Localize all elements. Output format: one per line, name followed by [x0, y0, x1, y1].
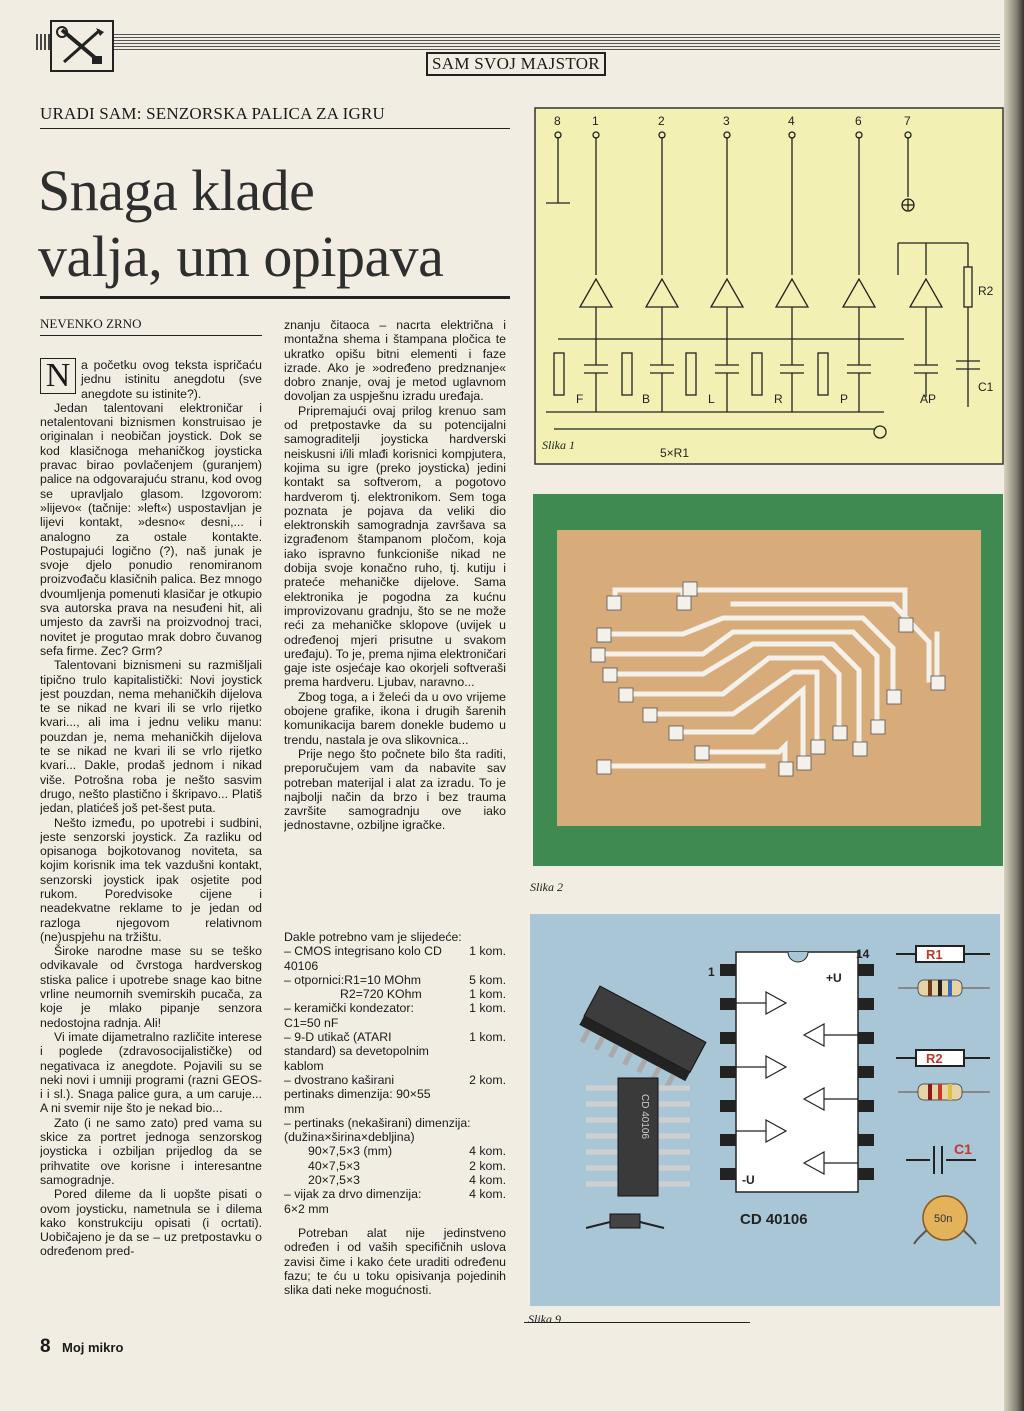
fig1-r2-label: R2 — [978, 284, 994, 298]
fig1-label: F — [576, 392, 584, 406]
paragraph: N a početku ovog teksta ispričaću jednu istinitu anegdotu (sve anegdote su istinite?). — [40, 358, 262, 401]
magazine-name: Moj mikro — [62, 1340, 124, 1355]
vminus-label: -U — [742, 1173, 755, 1187]
header-rail-left — [36, 34, 50, 50]
headline-line-2: valja, um opipava — [38, 224, 444, 289]
fig1-c1-label: C1 — [978, 380, 994, 394]
paragraph: Zato (i ne samo zato) pred vama su skice za portret jednoga senzorskog joysticka i ozbiljan prijedlog da se prihvatite ove korisne i interesantne samogradnje. — [40, 1115, 262, 1187]
paragraph: Potreban alat nije jedinstveno određen i od vaših specifičnih uslova zavisi čime i kako ćete uraditi određenu fazu; te ću u toku opisivanja pojedinih slika dati neke mogućnosti. — [284, 1225, 506, 1298]
fig1-label: AP — [920, 392, 937, 406]
header-rail — [112, 34, 1000, 50]
author-byline: NEVENKO ZRNO — [40, 316, 262, 336]
headline — [38, 158, 518, 290]
headline-line-1: Snaga klade — [38, 158, 315, 223]
fig1-pin-label: 2 — [658, 114, 665, 128]
fig1-label: L — [708, 392, 715, 406]
parts-item: – dvostrano kaširani pertinaks dimenzija: 90×55 mm 2 kom. — [284, 1072, 506, 1116]
page-edge-shadow — [1004, 0, 1024, 1411]
parts-item: – otpornici:R1=10 MOhm 5 kom. — [284, 972, 506, 987]
parts-item: – vijak za drvo dimenzija: 6×2 mm 4 kom. — [284, 1187, 506, 1216]
ceramic-capacitor-icon — [914, 1196, 976, 1244]
chip-print: CD 40106 — [639, 1094, 650, 1140]
fig1-label: R — [774, 392, 783, 406]
figure-2-pcb — [533, 494, 1003, 866]
fig1-pin-label: 4 — [788, 114, 795, 128]
fig1-label: P — [840, 392, 849, 406]
paragraph: Zbog toga, a i želeći da u ovo vrijeme obojene grafike, ikona i drugih šarenih komunikacija barem donekle budemo u trendu, nastala je ova slikovnica... — [284, 689, 506, 747]
fig1-pin-label: 8 — [554, 114, 561, 128]
fig1-pin-label: 3 — [723, 114, 730, 128]
pin14-label: 14 — [856, 947, 870, 961]
fig1-pin-label: 6 — [855, 114, 862, 128]
bottom-rule — [524, 1322, 750, 1323]
ic-chip-3d-icon — [573, 986, 706, 1094]
article-column-1 — [40, 358, 262, 1333]
parts-item: – pertinaks (nekaširani) dimenzija: (dužina×širina×debljina) — [284, 1115, 471, 1145]
resistor-r2-icon — [896, 1050, 990, 1100]
paragraph: Pripremajući ovaj prilog krenuo sam od pretpostavke da su potencijalni samograditelji joysticka hardverski neiskusni i/ili mlađi korisnici kompjutera, kojima su igre (preko joysticka) jedini kontakt sa softverom, a pogotovo hardverom tj. elektronikom. Sem toga poznata je pojava da veliki dio elektronskih samogradnja završava sa izgrađenom štampanom pločom, koja iako ispravno funkcioniše nikad ne dobija svoje konačno ruho, tj. kutiju i prateće mehaničke dijelove. Sama elektronika je pogodna za kućnu improvizovanu gradnju, što se ne može reći za mehaničke sklopove (uvijek u određenoj mjeri prisutne u svakom uređaju). To je, prema njima elektroničari gaje iste osjećaje kao okorjeli softveraši prema hardveru. Ljubav, naravno... — [284, 403, 506, 690]
figure-1-schematic — [534, 107, 1004, 465]
section-label: SAM SVOJ MAJSTOR — [426, 52, 606, 76]
paragraph: znanju čitaoca – nacrta električna i montažna shema i štampana pločica te ukratko opišu bitni elementi i faze izrade. Ako je »određeno predznanje« dobro znanje, ovaj je metod uglavnom dovoljan za uspješnu izradu uređaja. — [284, 318, 506, 404]
parts-item: – keramički kondezator: C1=50 nF 1 kom. — [284, 1001, 506, 1030]
paragraph: Široke narodne mase su se teško odvikavale od čvrstoga hardverskog stiska palice i upotrebe snage kao bitne vrline neumornih svemirskih pucača, za koje je mlako pipanje senzora nedostojna radnja. Ali! — [40, 944, 262, 1030]
fig1-pin-label: 1 — [592, 114, 599, 128]
paragraph: Prije nego što počnete bilo šta raditi, preporučujem vam da nabavite sav potreban materijal i alat za izradu. To je najbolji način da brzo i bez trauma završite samogradnju ove iako jednostavne, ozbiljne igračke. — [284, 746, 506, 833]
parts-item: 90×7,5×3 (mm) 4 kom. — [308, 1144, 506, 1159]
resistor-r1-icon — [896, 946, 990, 996]
pinout-diagram — [708, 947, 874, 1228]
figure-9-components — [530, 914, 1000, 1306]
paragraph: Talentovani biznismeni su razmišljali tipično trulo kapitalistički: Novi joystick jest pouzdan, nema mehaničkih dijelova te se nikad ne kvari ili se vrlo rijetko kvari..., ali ima i jednu veliku manu: pouzdan je, nema mehaničkih dijelova te se nikad ne kvari ili se vrlo rijetko kvari... Dakle, prodaš jednom i nikad više. Potrošna roba je nešto sasvim drugo, nešto plastično i škripavo... Platiš jedan, platićeš još pet-šest puta. — [40, 658, 262, 816]
vplus-label: +U — [826, 971, 842, 985]
paragraph: Pored dileme da li uopšte pisati o ovom joysticku, nametnula se i dilema kako konstrukciju opisati (i ocrtati). Uobičajeno je da se – uz pretpostavku o određenom pred- — [40, 1187, 262, 1259]
drop-cap: N — [40, 358, 76, 394]
svg-text:R2: R2 — [926, 1051, 943, 1066]
capacitor-c1-icon — [906, 1141, 976, 1174]
fig1-r1-note: 5×R1 — [660, 446, 690, 460]
svg-text:R1: R1 — [926, 947, 943, 962]
parts-item: – CMOS integrisano kolo CD 40106 1 kom. — [284, 944, 506, 973]
paragraph: Jedan talentovani elektroničar i netalentovani biznismen konstruisao je originalan i neobičan joystick. Dok se kod klasičnoga mehaničkog joysticka pravac birao povlačenjem (guranjem) palice na odgovarajuću stranu, kod ovog se upravljalo glasom. Izgovorom: »lijevo« (tačnije: »left«) uspostavljan je lijevi kontakt, »desno« desni,... i analogno za ostale kontakte. Postupajući logično (?), naš junak je svoje djelo ponudio renomiranom proizvođaču klasičnih palica. Bez mnogo dvoumljenja pomenuti klasičar je otkupio sva autorska prava na nesuđeni hit, ali umjesto da završi na proizvodnoj traci, novitet je progutao mrak dobro čuvanog sefa firme. Zec? Grm? — [40, 400, 262, 658]
paragraph: Vi imate dijametralno različite interese i poglede (zdravosocijalističke) od negativaca iz anegdote. Pojavili su se neki novi i umniji programi (razni GEOS-i i sl.). Snaga palice gura, a um caruje... A ni svemir nije što je nekad bio... — [40, 1029, 262, 1116]
fig1-label: B — [642, 392, 651, 406]
parts-item: 40×7,5×3 2 kom. — [308, 1158, 506, 1173]
fig1-caption: Slika 1 — [542, 438, 575, 452]
smd-part-icon — [586, 1214, 664, 1228]
headline-rule — [40, 296, 510, 299]
svg-text:50n: 50n — [934, 1213, 953, 1225]
page-number: 8 — [40, 1336, 51, 1357]
parts-intro: Dakle potrebno vam je slijedeće: — [284, 930, 462, 944]
ic-chip-top-icon — [586, 1078, 690, 1196]
fig1-pin-label: 7 — [904, 114, 911, 128]
parts-list — [284, 930, 506, 1330]
fig2-caption: Slika 2 — [530, 880, 563, 894]
parts-item: – 9-D utikač (ATARI standard) sa devetopolnim kablom 1 kom. — [284, 1030, 506, 1073]
parts-item: 20×7,5×3 4 kom. — [308, 1173, 506, 1188]
tools-logo-icon — [50, 20, 114, 72]
article-column-2 — [284, 318, 506, 884]
paragraph: Nešto između, po upotrebi i sudbini, jeste senzorski joystick. Za razliku od opisanoga bojkotovanog noviteta, sa kojim korisnik ima tek vazdušni kontakt, senzorski joystick ipak osjetite pod rukom. Poredvisoke cijene i neadekvatne reklame to je jedan od razloga njegovom relativnom (ne)uspjehu na tržištu. — [40, 815, 262, 944]
chip-name-label: CD 40106 — [740, 1211, 808, 1228]
svg-text:C1: C1 — [954, 1141, 972, 1157]
fig9-caption: Slika 9 — [528, 1312, 561, 1326]
parts-item: R2=720 KOhm 1 kom. — [340, 987, 506, 1002]
pin1-label: 1 — [708, 965, 715, 979]
article-kicker: URADI SAM: SENZORSKA PALICA ZA IGRU — [40, 104, 510, 129]
